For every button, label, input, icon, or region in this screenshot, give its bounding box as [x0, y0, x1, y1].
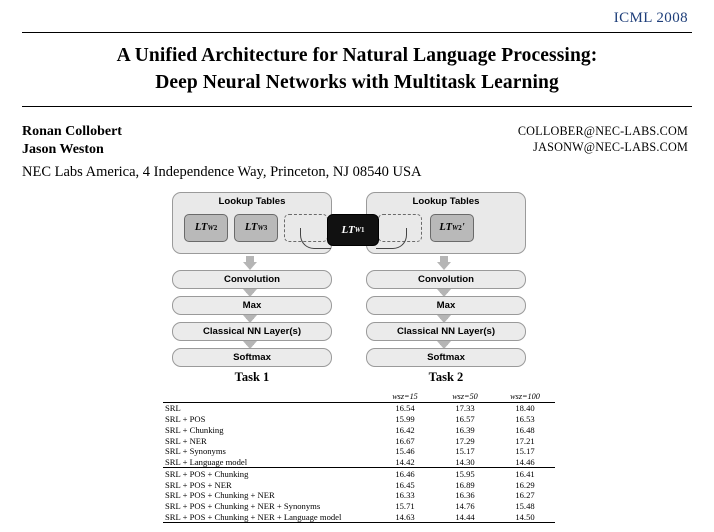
row-value-wsz50: 14.76 — [455, 501, 475, 512]
row-label: SRL + Synonyms — [165, 446, 226, 457]
row-value-wsz50: 16.57 — [455, 413, 475, 424]
row-value-wsz15: 15.71 — [395, 501, 415, 512]
lookup-tables-title-right: Lookup Tables — [412, 195, 480, 207]
table-row — [163, 435, 555, 446]
stage-left-classical-nn: Classical NN Layer(s) — [172, 322, 332, 341]
lookup-box-ltw2: LT W 2 — [184, 214, 228, 242]
row-value-wsz100: 14.50 — [495, 512, 555, 523]
table-row — [163, 446, 555, 457]
author-email-1: COLLOBER@NEC-LABS.COM — [517, 123, 688, 138]
row-value-wsz50: 17.29 — [455, 435, 475, 446]
affiliation: NEC Labs America, 4 Independence Way, Princeton, NJ 08540 USA — [22, 163, 422, 180]
table-row — [163, 501, 555, 512]
table-row — [163, 424, 555, 435]
row-label: SRL + POS + NER — [165, 479, 232, 490]
row-label: SRL + POS + Chunking + NER + Synonyms — [165, 501, 321, 512]
results-col-header-0 — [163, 392, 375, 402]
results-table-body — [163, 402, 555, 523]
row-value-wsz100: 15.17 — [515, 446, 535, 457]
row-value-wsz100: 16.27 — [515, 490, 535, 501]
page-title — [22, 43, 692, 97]
architecture-figure — [22, 188, 692, 384]
lookup-tables-title-left: Lookup Tables — [218, 195, 286, 207]
results-table-wrapper — [163, 392, 555, 523]
row-value-wsz100: 15.48 — [515, 501, 535, 512]
row-value-wsz15: 15.46 — [395, 446, 415, 457]
row-value-wsz50: 16.39 — [455, 424, 475, 435]
task-label-1: Task 1 — [234, 369, 270, 384]
stage-left-max: Max — [172, 296, 332, 315]
title-line-2: Deep Neural Networks with Multitask Learning — [155, 71, 559, 93]
arrow-left-1 — [243, 262, 257, 270]
row-value-wsz15: 16.33 — [395, 490, 415, 501]
row-value-wsz100: 16.48 — [515, 424, 535, 435]
row-value-wsz100: 17.21 — [515, 435, 535, 446]
row-value-wsz50: 17.33 — [435, 402, 495, 413]
author-name-1: Ronan Collobert — [22, 123, 122, 139]
row-value-wsz50: 16.89 — [455, 479, 475, 490]
table-row — [163, 468, 555, 479]
lookup-box-ltw3: LT W 3 — [234, 214, 278, 242]
results-col-header-2: wsz=50 — [452, 392, 478, 402]
row-value-wsz100: 16.29 — [515, 479, 535, 490]
row-value-wsz15: 16.46 — [375, 468, 435, 479]
row-label: SRL + POS + Chunking — [163, 468, 375, 479]
stage-right-softmax: Softmax — [366, 348, 526, 367]
stage-right-classical-nn: Classical NN Layer(s) — [366, 322, 526, 341]
title-line-1: A Unified Architecture for Natural Language Processing: — [116, 45, 598, 66]
table-row — [163, 490, 555, 501]
row-value-wsz50: 14.44 — [435, 512, 495, 523]
stage-left-softmax: Softmax — [172, 348, 332, 367]
header-rule-top — [22, 32, 692, 33]
row-value-wsz15: 16.45 — [395, 479, 415, 490]
row-label: SRL — [163, 402, 375, 413]
row-label: SRL + Language model — [165, 457, 248, 468]
row-value-wsz50: 16.36 — [455, 490, 475, 501]
row-label: SRL + POS — [165, 413, 206, 424]
row-value-wsz100: 18.40 — [495, 402, 555, 413]
row-value-wsz100: 16.53 — [515, 413, 535, 424]
table-row — [163, 414, 555, 425]
venue-label: ICML 2008 — [613, 10, 688, 26]
row-value-wsz50: 15.95 — [435, 468, 495, 479]
results-table-head — [163, 392, 555, 402]
lookup-box-ltw1-shared: LT W 1 — [327, 214, 379, 246]
task-label-2: Task 2 — [428, 369, 464, 384]
row-value-wsz15: 14.42 — [395, 457, 415, 468]
author-name-2: Jason Weston — [22, 142, 104, 158]
authors-block — [22, 123, 692, 182]
row-label: SRL + Chunking — [165, 424, 224, 435]
arrow-right-1 — [437, 262, 451, 270]
row-label: SRL + POS + Chunking + NER + Language model — [163, 512, 375, 523]
stage-right-convolution: Convolution — [366, 270, 526, 289]
results-col-header-3: wsz=100 — [510, 392, 540, 402]
row-value-wsz100: 16.41 — [495, 468, 555, 479]
row-value-wsz15: 16.67 — [395, 435, 415, 446]
row-value-wsz15: 16.54 — [375, 402, 435, 413]
row-value-wsz50: 14.30 — [455, 457, 475, 468]
table-row — [163, 512, 555, 523]
results-table — [163, 392, 555, 523]
table-row — [163, 479, 555, 490]
table-row — [163, 402, 555, 413]
row-label: SRL + POS + Chunking + NER — [165, 490, 275, 501]
stage-left-convolution: Convolution — [172, 270, 332, 289]
results-col-header-1: wsz=15 — [392, 392, 418, 402]
row-value-wsz50: 15.17 — [455, 446, 475, 457]
table-row — [163, 457, 555, 468]
row-value-wsz15: 16.42 — [395, 424, 415, 435]
row-label: SRL + NER — [165, 435, 207, 446]
row-value-wsz100: 14.46 — [515, 457, 535, 468]
author-emails — [518, 123, 688, 156]
row-value-wsz15: 15.99 — [395, 413, 415, 424]
author-email-2: JASONW@NEC-LABS.COM — [533, 140, 688, 155]
lookup-box-ltw2-prime: LT W 2 ' — [430, 214, 474, 242]
results-header-row — [163, 392, 555, 402]
header-rule-bottom — [22, 106, 692, 107]
row-value-wsz15: 14.63 — [375, 512, 435, 523]
stage-right-max: Max — [366, 296, 526, 315]
